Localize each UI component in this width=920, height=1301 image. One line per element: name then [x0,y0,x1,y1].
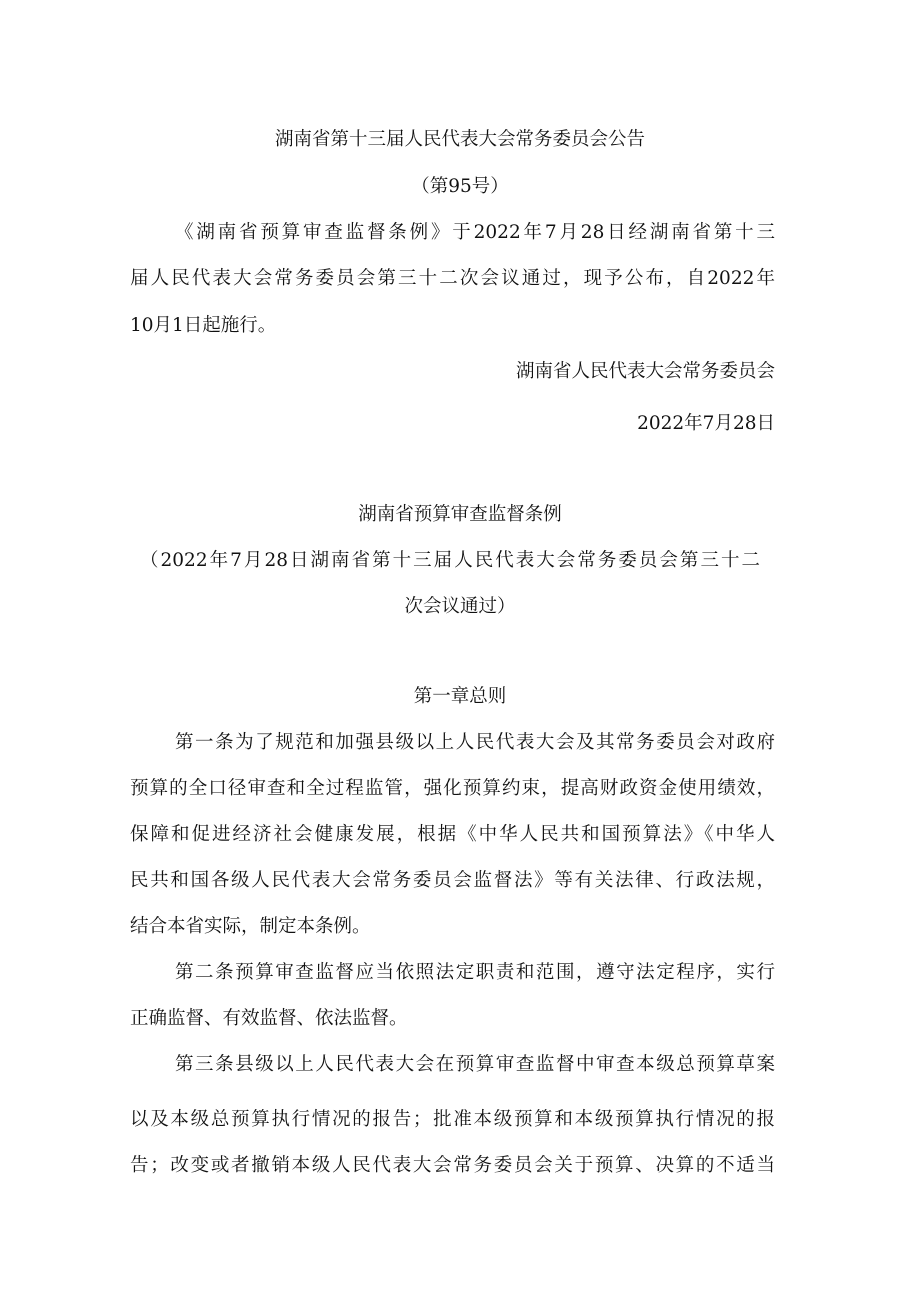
announcement-number: （第95号） [411,176,509,197]
adoption-note-line: （2022年7月28日湖南省第十三届人民代表大会常务委员会第三十二 [140,550,760,571]
article-3-line: 第三条县级以上人民代表大会在预算审查监督中审查本级总预算草案 [175,1054,775,1075]
article-1-line: 保障和促进经济社会健康发展，根据《中华人民共和国预算法》《中华人 [130,824,775,845]
article-1-line: 民共和国各级人民代表大会常务委员会监督法》等有关法律、行政法规， [130,870,775,891]
article-1-line: 第一条为了规范和加强县级以上人民代表大会及其常务委员会对政府 [175,732,775,753]
article-2-line: 正确监督、有效监督、依法监督。 [130,1008,408,1029]
announcement-signer: 湖南省人民代表大会常务委员会 [515,361,775,382]
announcement-title: 湖南省第十三届人民代表大会常务委员会公告 [274,129,645,150]
chapter-heading: 第一章总则 [413,686,507,707]
announcement-body-line: 《湖南省预算审查监督条例》于2022年7月28日经湖南省第十三 [175,222,775,243]
adoption-note-line: 次会议通过） [404,596,516,617]
article-1-line: 预算的全口径审查和全过程监管，强化预算约束，提高财政资金使用绩效， [130,778,775,799]
article-3-line: 以及本级总预算执行情况的报告；批准本级预算和本级预算执行情况的报 [130,1109,775,1130]
announcement-body-line: 10月1日起施行。 [130,315,277,336]
article-3-line: 告；改变或者撤销本级人民代表大会常务委员会关于预算、决算的不适当 [130,1155,775,1176]
announcement-body-line: 届人民代表大会常务委员会第三十二次会议通过，现予公布，自2022年 [130,268,775,289]
article-1-line: 结合本省实际，制定本条例。 [130,916,371,937]
article-2-line: 第二条预算审查监督应当依照法定职责和范围，遵守法定程序，实行 [175,962,775,983]
regulation-title: 湖南省预算审查监督条例 [358,504,562,525]
announcement-date: 2022年7月28日 [637,413,775,434]
